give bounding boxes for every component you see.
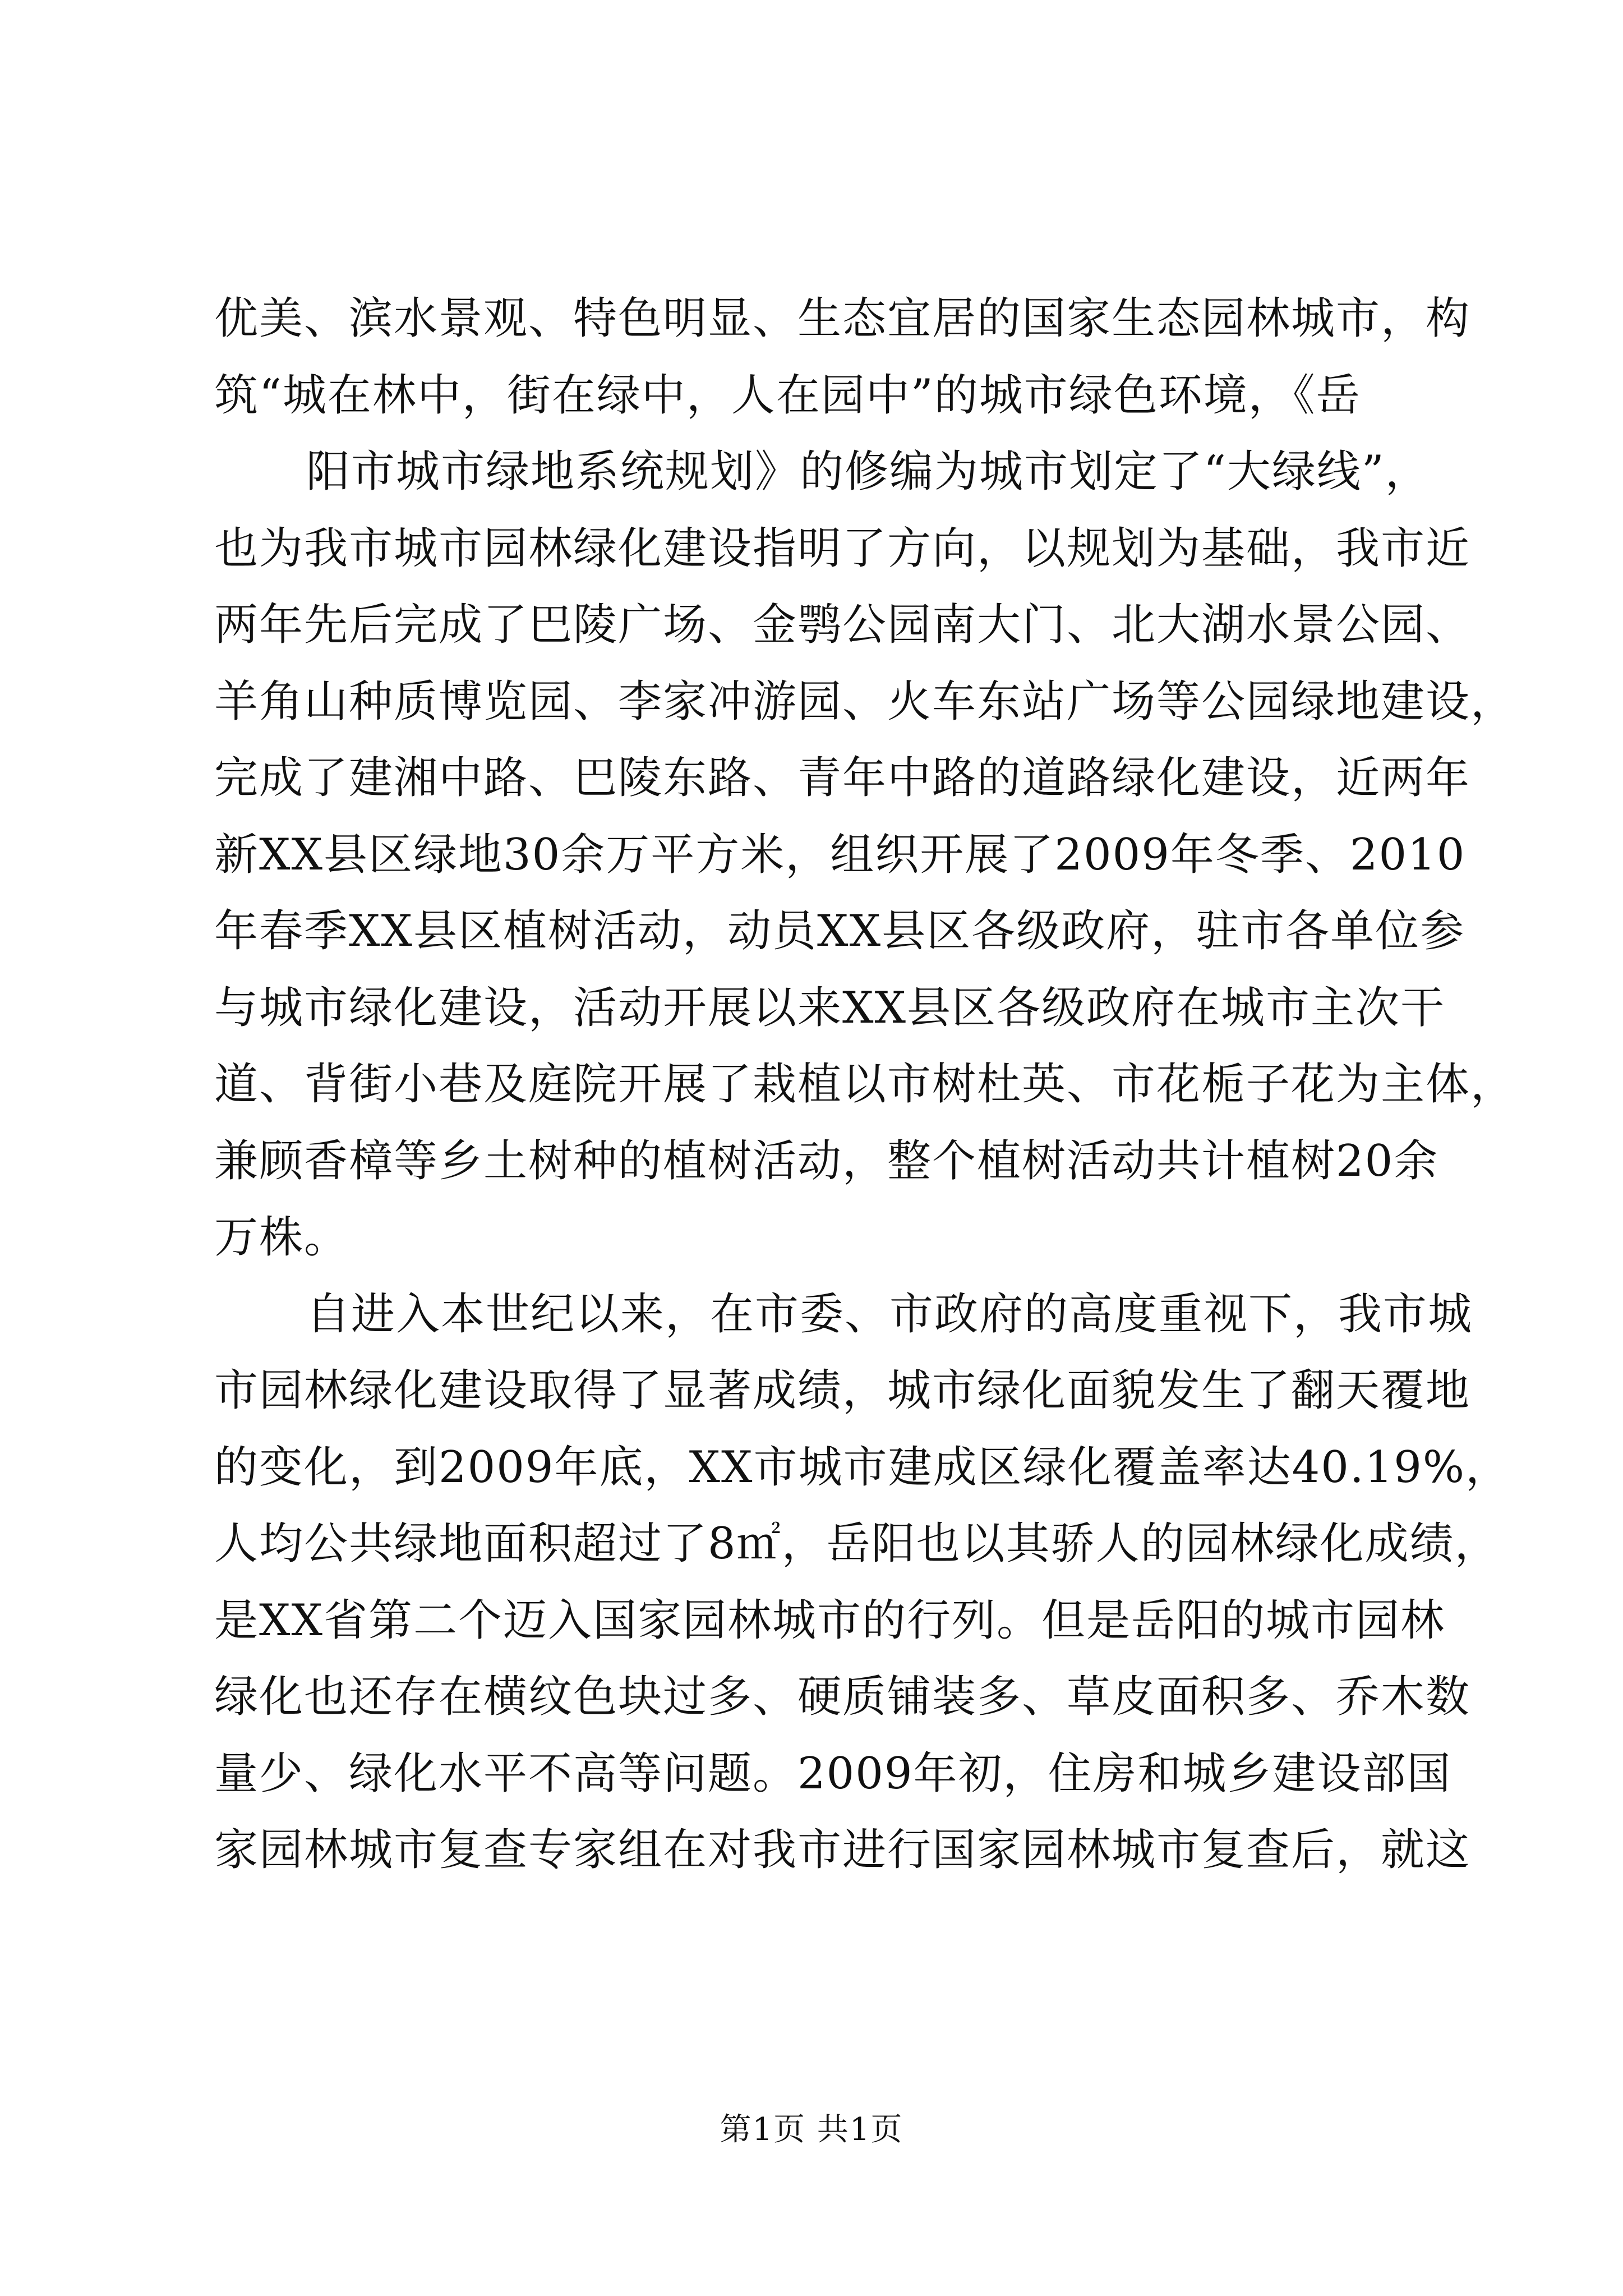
text-line: 道、背街小巷及庭院开展了栽植以市树杜英、市花栀子花为主体， [214, 1059, 1516, 1110]
text-line: 兼顾香樟等乡土树种的植树活动，整个植树活动共计植树20余 [214, 1135, 1439, 1186]
text-line: 绿化也还存在横纹色块过多、硬质铺装多、草皮面积多、乔木数 [214, 1672, 1471, 1722]
text-line: 筑“城在林中，街在绿中，人在园中”的城市绿色环境，《岳 [214, 370, 1361, 421]
text-line: 自进入本世纪以来，在市委、市政府的高度重视下，我市城 [306, 1289, 1473, 1340]
paragraph-2 [214, 434, 1516, 1276]
text-line: 两年先后完成了巴陵广场、金鹗公园南大门、北大湖水景公园、 [214, 600, 1471, 650]
text-line: 家园林城市复查专家组在对我市进行国家园林城市复查后，就这 [214, 1825, 1471, 1875]
text-line: 万株。 [214, 1212, 349, 1263]
paragraph-1 [214, 280, 1471, 434]
text-line: 年春季XX县区植树活动，动员XX县区各级政府，驻市各单位参 [214, 906, 1465, 956]
text-line: 羊角山种质博览园、李家冲游园、火车东站广场等公园绿地建设， [214, 676, 1516, 727]
text-line: 新XX县区绿地30余万平方米，组织开展了2009年冬季、2010 [214, 829, 1466, 880]
text-line: 市园林绿化建设取得了显著成绩，城市绿化面貌发生了翻天覆地 [214, 1365, 1471, 1416]
text-line: 是XX省第二个迈入国家园林城市的行列。但是岳阳的城市园林 [214, 1595, 1446, 1646]
text-line: 与城市绿化建设，活动开展以来XX县区各级政府在城市主次干 [214, 982, 1446, 1033]
text-line: 人均公共绿地面积超过了8㎡，岳阳也以其骄人的园林绿化成绩， [214, 1519, 1500, 1569]
text-line: 阳市城市绿地系统规划》的修编为城市划定了“大绿线”， [306, 447, 1430, 497]
page-footer: 第1页 共1页 [720, 2111, 903, 2148]
text-line: 量少、绿化水平不高等问题。2009年初，住房和城乡建设部国 [214, 1748, 1452, 1799]
text-line: 优美、滨水景观、特色明显、生态宜居的国家生态园林城市，构 [214, 293, 1471, 344]
paragraph-3 [214, 1276, 1510, 1889]
text-line: 的变化，到2009年底，XX市城市建成区绿化覆盖率达40.19%， [214, 1442, 1510, 1493]
document-body [214, 280, 1516, 1889]
text-line: 完成了建湘中路、巴陵东路、青年中路的道路绿化建设，近两年 [214, 753, 1471, 803]
text-line: 也为我市城市园林绿化建设指明了方向，以规划为基础，我市近 [214, 523, 1471, 574]
